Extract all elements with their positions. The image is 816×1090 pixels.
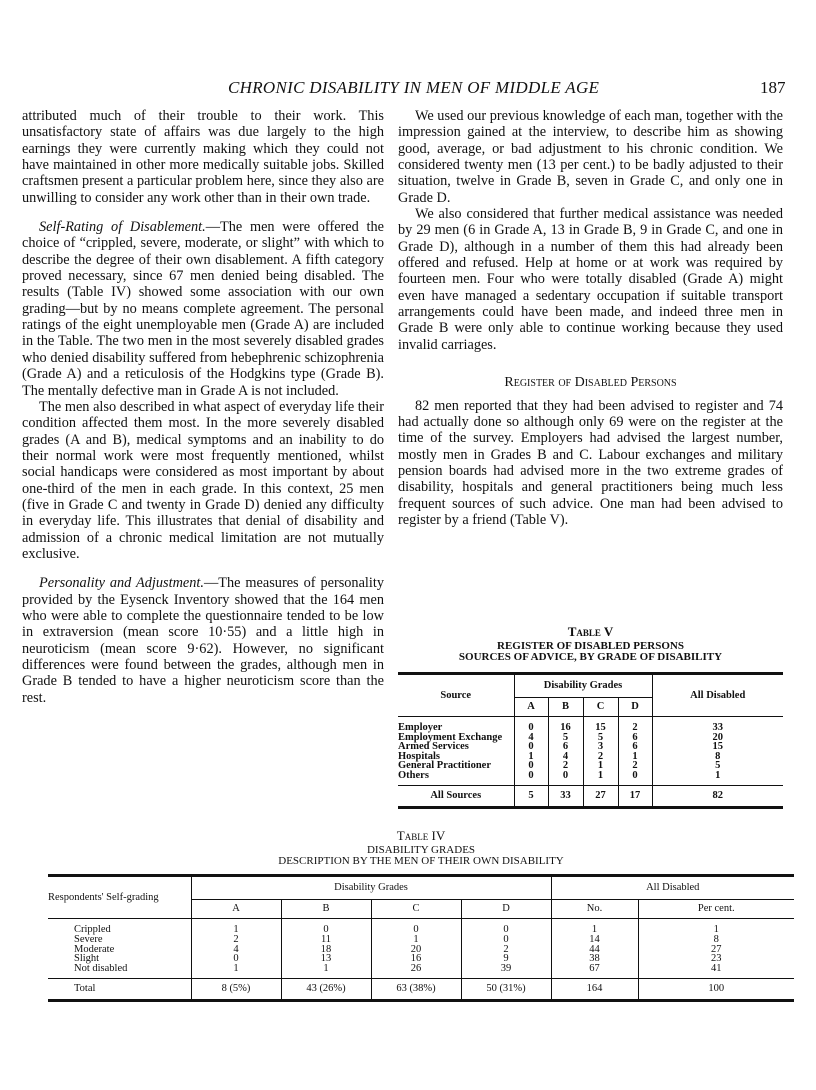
- paragraph: [22, 219, 384, 399]
- row-label: Armed Services: [398, 741, 469, 753]
- table-cell: 2: [461, 945, 551, 955]
- paragraph: attributed much of their trouble to their work. This unsatisfactory state of affairs was due largely to the high earnings they were currently making which they could not have maintained in other more medically suitable jobs. Skilled craftsmen present a particular problem here, since they also are unwilling to consider any work other than in their own trade.: [22, 108, 384, 206]
- table-cell: 20: [652, 733, 783, 743]
- total-cell: 27: [583, 785, 618, 807]
- table-cell: 14: [551, 935, 638, 945]
- table4-body: [48, 919, 794, 979]
- table-cell: 0: [461, 935, 551, 945]
- table5: [398, 672, 783, 809]
- total-cell: 164: [551, 978, 638, 1000]
- table-cell: 16: [371, 954, 461, 964]
- table-cell: 18: [281, 945, 371, 955]
- table5-body: [398, 717, 783, 786]
- table-cell: 1: [371, 935, 461, 945]
- table-cell: 6: [618, 742, 652, 752]
- table-cell: 8: [638, 935, 794, 945]
- paragraph: 82 men reported that they had been advised to register and 74 had actually done so although only 69 were on the register at the time of the survey. Employers had advised the largest number, mostly men in Grades B and C. Labour exchanges and military pension boards had advised more in the two extreme grades of disability, hospitals and general practitioners being much less frequent sources of such advice. One man had been advised to register by a friend (Table V).: [398, 397, 783, 528]
- paragraph-text: —The measures of personality provided by the Eysenck Inventory showed that the 164 men who were able to complete the questionnaire tended to be low in extraversion (mean score 10·55) and a little high in neuroticism (mean score 9·62). However, no significant differences were found between the grades, although men in Grade B tended to have a higher neuroticism score than the rest.: [22, 575, 384, 706]
- table-cell: 2: [583, 752, 618, 762]
- total-cell: 33: [548, 785, 583, 807]
- header-source: Source: [398, 674, 514, 717]
- table-cell: 1: [191, 919, 281, 935]
- header-grade: B: [548, 698, 583, 717]
- table-cell: 41: [638, 964, 794, 978]
- table4: [48, 874, 794, 1002]
- paragraph: The men also described in what aspect of everyday life their condition affected them most. In the more severely disabled grades (A and B), medical symptoms and an inability to do their normal work were most frequently mentioned, whilst social handicaps were considered as most important by about one-third of the men in each grade. In this context, 25 men (five in Grade C and twenty in Grade D) denied any difficulty in everyday life. This illustrates that denial of disability and admission of a chronic medical limitation are not mutually exclusive.: [22, 398, 384, 562]
- row-label: Severe: [74, 933, 103, 945]
- total-cell: 82: [652, 785, 783, 807]
- table-cell: 1: [638, 919, 794, 935]
- header-all-disabled: All Disabled: [652, 674, 783, 717]
- table-cell: 33: [652, 717, 783, 733]
- table-row: [398, 761, 783, 771]
- right-column: [398, 108, 783, 528]
- header-grade: D: [461, 900, 551, 919]
- table-row: [48, 935, 794, 945]
- table-cell: 5: [548, 733, 583, 743]
- header-disability-grades: Disability Grades: [514, 674, 652, 698]
- total-cell: 100: [638, 978, 794, 1000]
- table-row: [398, 717, 783, 733]
- table-cell: 1: [551, 919, 638, 935]
- table-row: [398, 771, 783, 785]
- total-cell: 63 (38%): [371, 978, 461, 1000]
- table-cell: 23: [638, 954, 794, 964]
- header-self-grading: Respondents' Self-grading: [48, 876, 191, 919]
- table-cell: 11: [281, 935, 371, 945]
- table-cell: 4: [191, 945, 281, 955]
- header-disability-grades: Disability Grades: [191, 876, 551, 900]
- row-label: Slight: [74, 953, 100, 965]
- table-cell: 0: [371, 919, 461, 935]
- row-label: General Practitioner: [398, 760, 492, 772]
- row-label: Moderate: [74, 943, 115, 955]
- table-row: [48, 945, 794, 955]
- table-cell: 2: [548, 761, 583, 771]
- table-cell: 5: [652, 761, 783, 771]
- total-cell: 8 (5%): [191, 978, 281, 1000]
- table-cell: 1: [514, 752, 548, 762]
- left-column: [22, 108, 384, 706]
- total-cell: 17: [618, 785, 652, 807]
- table-cell: 2: [618, 761, 652, 771]
- table5-title: REGISTER OF DISABLED PERSONS: [497, 640, 684, 652]
- row-label: Hospitals: [398, 750, 441, 762]
- table4-subtitle: DESCRIPTION BY THE MEN OF THEIR OWN DISABILITY: [278, 855, 564, 867]
- table-cell: 27: [638, 945, 794, 955]
- table-cell: 67: [551, 964, 638, 978]
- table-cell: 1: [281, 964, 371, 978]
- table-row: [48, 964, 794, 978]
- table-cell: 0: [514, 717, 548, 733]
- section-heading: Register of Disabled Persons: [504, 375, 677, 391]
- table4-caption: [48, 830, 794, 867]
- total-cell: 43 (26%): [281, 978, 371, 1000]
- table-row: [48, 919, 794, 935]
- table-row: [48, 954, 794, 964]
- table-cell: 0: [514, 761, 548, 771]
- table-cell: 1: [652, 771, 783, 785]
- total-cell: 5: [514, 785, 548, 807]
- header-per-cent: Per cent.: [638, 900, 794, 919]
- table-cell: 0: [514, 742, 548, 752]
- header-grade: A: [191, 900, 281, 919]
- total-label: All Sources: [430, 789, 482, 801]
- row-label: Not disabled: [74, 963, 128, 975]
- header-all-disabled: All Disabled: [551, 876, 794, 900]
- table-cell: 15: [583, 717, 618, 733]
- table-cell: 26: [371, 964, 461, 978]
- table-cell: 15: [652, 742, 783, 752]
- table-cell: 2: [191, 935, 281, 945]
- table-cell: 0: [461, 919, 551, 935]
- run-in-heading: Personality and Adjustment.: [39, 575, 204, 592]
- table-cell: 6: [618, 733, 652, 743]
- table-cell: 0: [514, 771, 548, 785]
- row-label: Employment Exchange: [398, 731, 503, 743]
- table-cell: 1: [583, 761, 618, 771]
- header-grade: B: [281, 900, 371, 919]
- table-cell: 3: [583, 742, 618, 752]
- table-cell: 13: [281, 954, 371, 964]
- table5-number: Table V: [567, 624, 614, 639]
- row-label: Crippled: [74, 924, 111, 935]
- header-grade: C: [371, 900, 461, 919]
- header-grade: C: [583, 698, 618, 717]
- table-cell: 1: [583, 771, 618, 785]
- run-in-heading: Self-Rating of Disablement.: [39, 219, 206, 236]
- header-grade: D: [618, 698, 652, 717]
- paragraph-text: —The men were offered the choice of “crippled, severe, moderate, or slight” with which to describe the degree of their own disablement. A fifth category proved necessary, since 67 men denied being disabled. The results (Table IV) showed some association with our own grading—but by no means complete agreement. The personal ratings of the eight unemployable men (Grade A) are included in the Table. The two men in the most severely disabled grades who denied disability suffered from hebephrenic schizophrenia (Grade A) and a reticulosis of the Hodgkins type (Grade B). The mentally defective man in Grade A is not included.: [22, 219, 384, 399]
- paragraph: We used our previous knowledge of each man, together with the impression gained at the interview, to describe him as showing good, average, or bad adjustment to his chronic condition. We considered twenty men (13 per cent.) to be badly adjusted to their situation, twelve in Grade B, seven in Grade C, and only one in Grade D.: [398, 108, 783, 206]
- table-cell: 6: [548, 742, 583, 752]
- header-grade: A: [514, 698, 548, 717]
- header-no: No.: [551, 900, 638, 919]
- table-cell: 44: [551, 945, 638, 955]
- table-cell: 20: [371, 945, 461, 955]
- table-cell: 0: [281, 919, 371, 935]
- table-cell: 9: [461, 954, 551, 964]
- table-cell: 0: [548, 771, 583, 785]
- table5-subtitle: SOURCES OF ADVICE, BY GRADE OF DISABILITY: [458, 651, 723, 663]
- table-cell: 1: [191, 964, 281, 978]
- table-cell: 0: [618, 771, 652, 785]
- paragraph: We also considered that further medical assistance was needed by 29 men (6 in Grade A, 13 in Grade B, 9 in Grade C, and one in Grade D), although in a number of them this had already been offered and refused. Help at home or at work was required by fourteen men. Four who were totally disabled (Grade A) might even have managed a sedentary occupation if suitable transport arrangements could have been made, and indeed three men in Grade B were only able to continue working because they used invalid carriages.: [398, 206, 783, 353]
- table-cell: 5: [583, 733, 618, 743]
- table-cell: 8: [652, 752, 783, 762]
- table-cell: 38: [551, 954, 638, 964]
- table-cell: 4: [548, 752, 583, 762]
- table4-number: Table IV: [396, 828, 446, 843]
- table4-title: DISABILITY GRADES: [366, 844, 476, 856]
- table-cell: 0: [191, 954, 281, 964]
- table-cell: 16: [548, 717, 583, 733]
- table-row: [398, 742, 783, 752]
- running-title: CHRONIC DISABILITY IN MEN OF MIDDLE AGE: [228, 78, 600, 97]
- table-cell: 39: [461, 964, 551, 978]
- total-label: Total: [74, 983, 96, 995]
- page-number: 187: [760, 78, 786, 97]
- total-cell: 50 (31%): [461, 978, 551, 1000]
- paragraph: [22, 575, 384, 706]
- table5-caption: [398, 626, 783, 663]
- table-cell: 1: [618, 752, 652, 762]
- row-label: Employer: [398, 722, 443, 733]
- table-cell: 2: [618, 717, 652, 733]
- row-label: Others: [398, 769, 429, 781]
- table-cell: 4: [514, 733, 548, 743]
